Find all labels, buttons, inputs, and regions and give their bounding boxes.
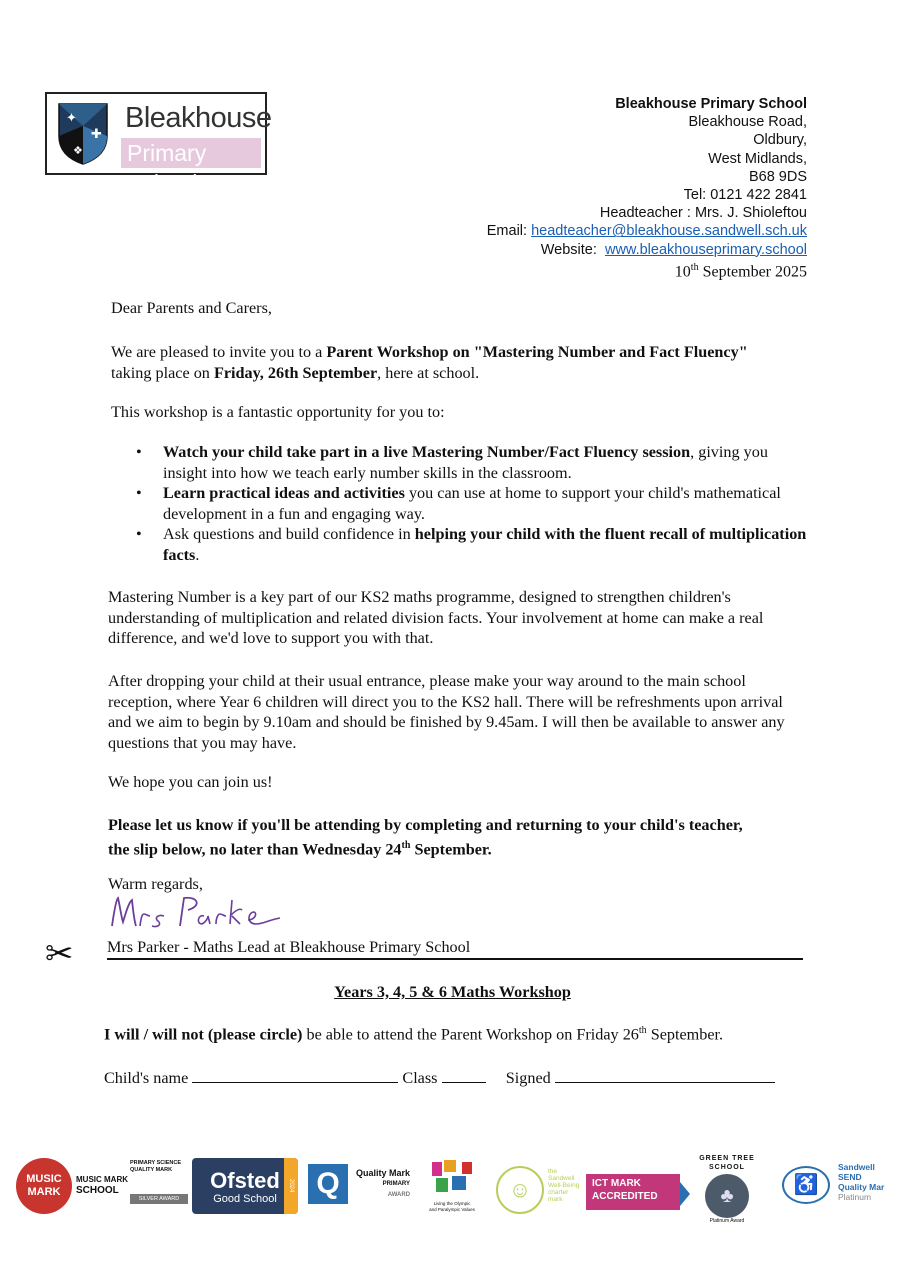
class-label: Class xyxy=(402,1069,438,1087)
svg-text:❖: ❖ xyxy=(73,144,83,157)
child-name-label: Child's name xyxy=(104,1069,189,1087)
signoff: Mrs Parker - Maths Lead at Bleakhouse Primary School xyxy=(107,938,471,956)
list-item: • Ask questions and build confidence in helping your child with the fluent recall of multiplication facts. xyxy=(130,524,810,565)
quality-mark-label: Quality Mark PRIMARY AWARD xyxy=(356,1168,411,1198)
school-crest-icon xyxy=(57,102,109,166)
telephone: Tel: 0121 422 2841 xyxy=(683,187,807,204)
scissors-icon: ✂ xyxy=(45,936,74,973)
cut-line xyxy=(107,958,803,960)
ict-mark-badge: ICT MARK ACCREDITED xyxy=(586,1174,680,1210)
hope-paragraph: We hope you can join us! xyxy=(108,773,273,791)
rsvp-paragraph: Please let us know if you'll be attending by completing and returning to your child's teacher, the slip below, no later than Wednesday 24th September. xyxy=(108,816,743,858)
school-logo xyxy=(45,92,272,196)
attendance-statement: I will / will not (please circle) be able to attend the Parent Workshop on Friday 26th September. xyxy=(104,1025,724,1044)
greeting: Dear Parents and Carers, xyxy=(111,299,272,317)
svg-text:✚: ✚ xyxy=(91,127,102,142)
handwritten-signature xyxy=(108,892,288,932)
intro-paragraph: We are pleased to invite you to a Parent Workshop on "Mastering Number and Fact Fluency" taking place on Friday, 26th September, here at school. xyxy=(111,343,748,382)
email-line xyxy=(487,222,807,240)
wellbeing-head-icon: ☺ xyxy=(496,1166,544,1214)
signed-field[interactable] xyxy=(555,1066,775,1083)
music-mark-school-label: MUSIC MARK SCHOOL xyxy=(76,1175,128,1196)
headteacher: Headteacher : Mrs. J. Shioleftou xyxy=(599,205,807,222)
address-town: Oldbury, xyxy=(753,132,807,149)
opportunity-paragraph: This workshop is a fantastic opportunity for you to: xyxy=(111,403,445,421)
email-label: Email: xyxy=(486,223,528,240)
school-address xyxy=(487,95,807,281)
closing: Warm regards, xyxy=(108,875,203,893)
quality-mark-icon: Q xyxy=(308,1164,348,1204)
list-item: • Learn practical ideas and activities you can use at home to support your child's mathematical development in a fun and engaging way. xyxy=(130,483,810,524)
website-line xyxy=(487,241,807,259)
email-link[interactable]: headteacher@bleakhouse.sandwell.sch.uk xyxy=(531,223,807,240)
london-2012-icon xyxy=(428,1158,476,1196)
olympic-values-logo: Living the Olympic and Paralympic Values xyxy=(422,1158,482,1218)
reply-fields xyxy=(104,1066,775,1088)
ict-arrow-icon xyxy=(680,1182,690,1206)
logo-subtitle: Primary School xyxy=(121,138,261,168)
address-postcode: B68 9DS xyxy=(748,168,807,185)
address-road: Bleakhouse Road, xyxy=(688,114,807,131)
accreditation-footer xyxy=(12,1152,892,1222)
wellbeing-charter-label: the Sandwell Well-Being charter mark xyxy=(548,1168,580,1203)
logo-name: Bleakhouse xyxy=(125,102,272,134)
letter-date: 10th September 2025 xyxy=(674,261,807,281)
slip-title: Years 3, 4, 5 & 6 Maths Workshop xyxy=(334,983,571,1001)
school-name: Bleakhouse Primary School xyxy=(615,96,807,112)
science-quality-mark: PRIMARY SCIENCE QUALITY MARK SILVER AWARD xyxy=(130,1160,188,1212)
tree-icon: ♣ xyxy=(705,1174,749,1218)
green-tree-school-logo: GREEN TREE SCHOOL ♣ Platinum Award xyxy=(699,1155,755,1224)
send-quality-label: Sandwell SEND Quality Mar Platinum xyxy=(838,1162,885,1202)
mastering-number-paragraph: Mastering Number is a key part of our KS2 maths programme, designed to strengthen children's understanding of multiplication and related division facts. Your involvement at home can make a real difference, and we'd love to support you with that. xyxy=(108,588,764,647)
list-item: • Watch your child take part in a live Mastering Number/Fact Fluency session, giving you insight into how we teach early number skills in the classroom. xyxy=(130,442,810,483)
child-name-field[interactable] xyxy=(192,1066,398,1083)
address-county: West Midlands, xyxy=(708,150,807,167)
website-label: Website: xyxy=(540,241,597,258)
class-field[interactable] xyxy=(442,1066,486,1083)
send-quality-icon: ♿ xyxy=(782,1166,830,1204)
music-mark-logo: MUSIC MARK xyxy=(16,1158,72,1214)
directions-paragraph: After dropping your child at their usual entrance, please make your way around to the main school reception, where Year 6 children will direct you to the KS2 hall. There will be refreshments upon arrival and we aim to begin by 9.10am and should be finished by 9.45am. I will then be available to answer any questions that you may have. xyxy=(108,672,785,752)
ofsted-badge: Ofsted Good School 2024 xyxy=(192,1158,298,1214)
website-link[interactable]: www.bleakhouseprimary.school xyxy=(604,241,807,258)
workshop-points xyxy=(130,442,810,565)
signed-label: Signed xyxy=(505,1069,551,1087)
svg-text:✦: ✦ xyxy=(66,111,77,126)
